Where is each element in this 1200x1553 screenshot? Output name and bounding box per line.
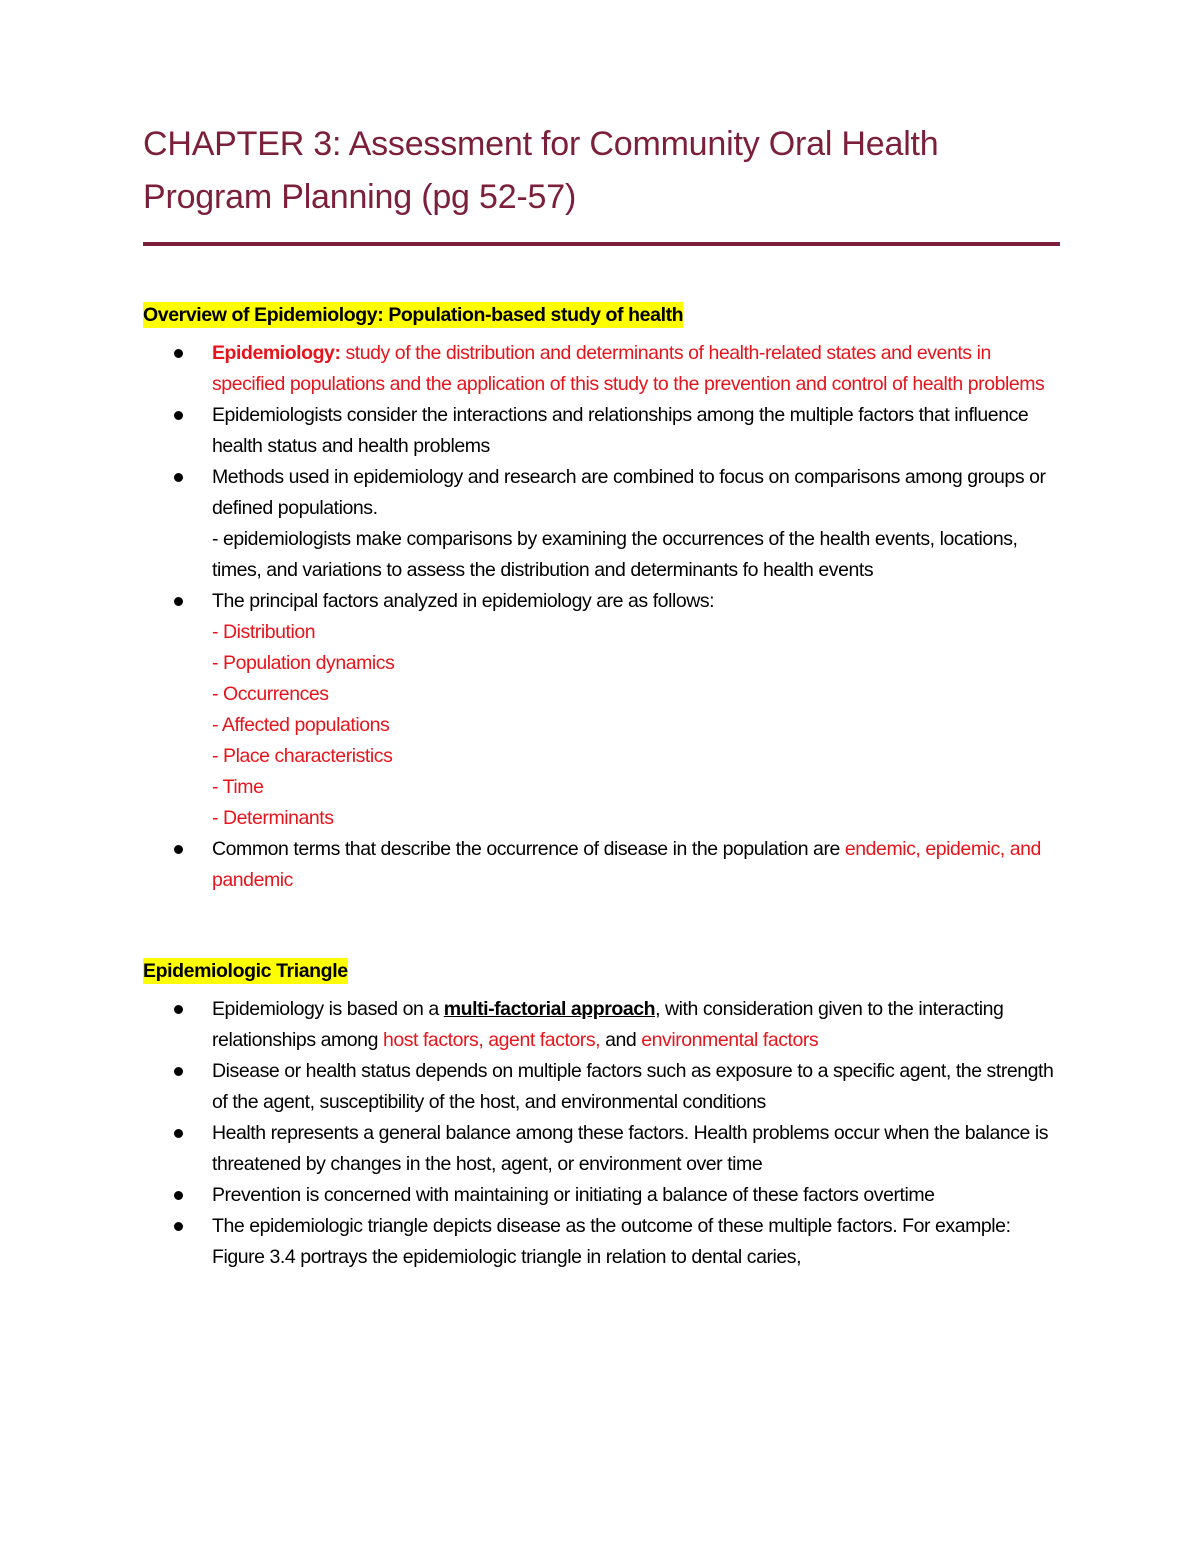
bullet-text: Prevention is concerned with maintaining or initiating a balance of these factors overtime [212, 1184, 935, 1206]
list-item [143, 834, 1060, 896]
bullet-icon [174, 411, 183, 420]
bullet-text: The epidemiologic triangle depicts disease as the outcome of these multiple factors. For example: Figure 3.4 portrays the epidemiologic triangle in relation to dental caries, [212, 1215, 1011, 1268]
bullet-text: Methods used in epidemiology and research are combined to focus on comparisons among groups or defined populations. [212, 466, 1046, 519]
section-heading-triangle: Epidemiologic Triangle [143, 960, 348, 982]
list-item [143, 400, 1060, 462]
bullet-text: and [600, 1029, 642, 1051]
bullet-icon [174, 845, 183, 854]
bullet-text: Epidemiologists consider the interactions and relationships among the multiple factors that influence health status and health problems [212, 404, 1029, 457]
bullet-text: , with consideration given to the interacting relationships among [212, 998, 1004, 1051]
bullet-icon [174, 1191, 183, 1200]
bullet-icon [174, 1222, 183, 1231]
chapter-title-line-2: Program Planning (pg 52-57) [143, 178, 577, 216]
list-item [143, 1180, 1060, 1211]
epidemiology-definition: study of the distribution and determinants of health-related states and events in specified populations and the application of this study to the prevention and control of health problems [212, 342, 1045, 395]
title-divider [143, 242, 1060, 246]
factor-time: - Time [212, 776, 264, 798]
bullet-icon [174, 1067, 183, 1076]
chapter-title-line-1: CHAPTER 3: Assessment for Community Oral Health [143, 125, 939, 163]
triangle-bullet-list [143, 994, 1060, 1273]
list-item [143, 1118, 1060, 1180]
factor-determinants: - Determinants [212, 807, 334, 829]
list-item [143, 586, 1060, 834]
bullet-icon [174, 349, 183, 358]
section-heading-overview: Overview of Epidemiology: Population-based study of health [143, 304, 684, 326]
bullet-text: Common terms that describe the occurrence of disease in the population are [212, 838, 845, 860]
chapter-title [143, 118, 1060, 224]
bullet-subtext: - epidemiologists make comparisons by examining the occurrences of the health events, locations, times, and variations to assess the distribution and determinants fo health events [212, 528, 1018, 581]
list-item [143, 1211, 1060, 1273]
list-item [143, 338, 1060, 400]
factor-affected-populations: - Affected populations [212, 714, 390, 736]
bullet-text: Disease or health status depends on multiple factors such as exposure to a specific agent, the strength of the agent, susceptibility of the host, and environmental conditions [212, 1060, 1054, 1113]
bullet-icon [174, 1005, 183, 1014]
factor-place-characteristics: - Place characteristics [212, 745, 393, 767]
environmental-factors: environmental factors [641, 1029, 819, 1051]
bullet-text: The principal factors analyzed in epidemiology are as follows: [212, 590, 715, 612]
list-item [143, 994, 1060, 1056]
document-page [143, 118, 1060, 1273]
bullet-icon [174, 473, 183, 482]
host-agent-factors: host factors, agent factors, [382, 1029, 601, 1051]
factor-distribution: - Distribution [212, 621, 316, 643]
overview-bullet-list [143, 338, 1060, 896]
bullet-text: Epidemiology is based on a [212, 998, 444, 1020]
list-item [143, 462, 1060, 586]
section-overview-of-epidemiology [143, 302, 1060, 896]
list-item [143, 1056, 1060, 1118]
disease-occurrence-terms: endemic, epidemic, and pandemic [212, 838, 1041, 891]
multifactorial-approach-term: multi-factorial approach [443, 998, 656, 1020]
bullet-icon [174, 1129, 183, 1138]
section-epidemiologic-triangle [143, 958, 1060, 1273]
bullet-icon [174, 597, 183, 606]
factor-population-dynamics: - Population dynamics [212, 652, 395, 674]
epidemiology-term: Epidemiology: [212, 342, 341, 364]
bullet-text: Health represents a general balance among these factors. Health problems occur when the balance is threatened by changes in the host, agent, or environment over time [212, 1122, 1049, 1175]
factor-occurrences: - Occurrences [212, 683, 329, 705]
